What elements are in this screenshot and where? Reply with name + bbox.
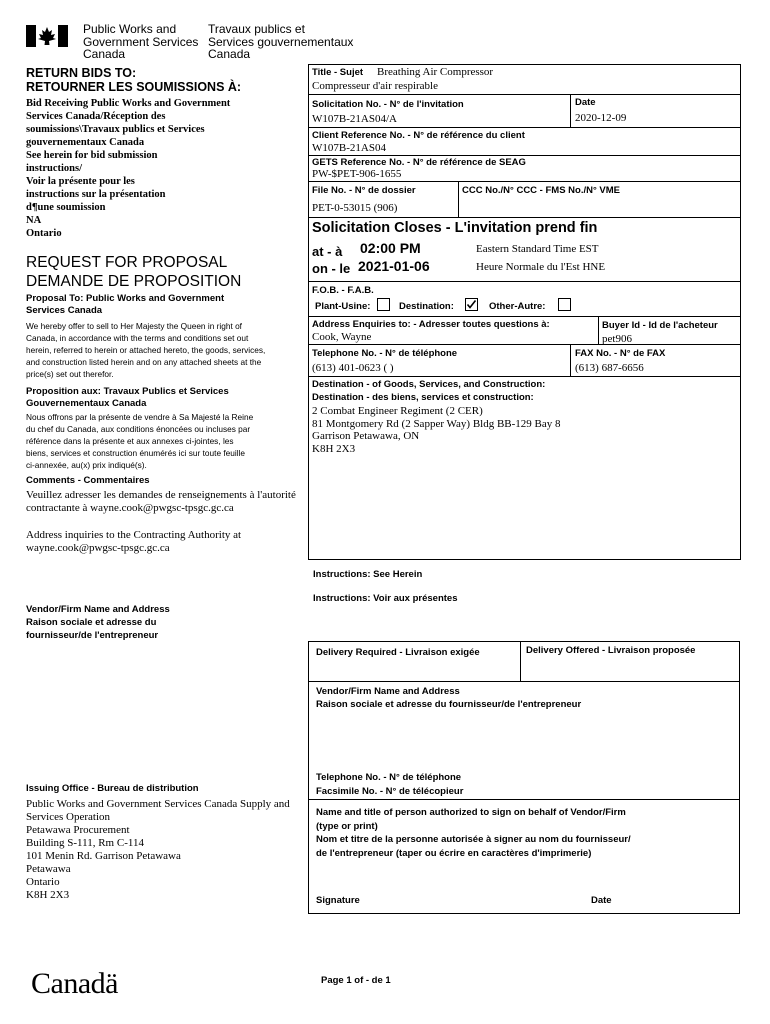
- issuing-line: Public Works and Government Services Canada Supply and: [26, 798, 290, 810]
- vendor-left-line: Vendor/Firm Name and Address: [26, 604, 170, 615]
- fob-destination-checkbox[interactable]: [465, 298, 478, 311]
- proposal-to-label: Proposal To: Public Works and Government Services Canada: [26, 293, 225, 316]
- client-ref-label: Client Reference No. - N° de référence du client: [312, 130, 525, 141]
- canada-wordmark: Canadä: [31, 967, 118, 1000]
- comments-label: Comments - Commentaires: [26, 475, 150, 486]
- return-bids-line: See herein for bid submission: [26, 150, 158, 161]
- gets-ref-label: GETS Reference No. - N° de référence de SEAG: [312, 157, 526, 168]
- fob-label: F.O.B. - F.A.B.: [312, 285, 374, 296]
- row-divider: [308, 681, 740, 682]
- date-label: Date: [575, 97, 596, 108]
- fob-plant-label: Plant-Usine:: [315, 301, 371, 312]
- telephone-value[interactable]: (613) 401-0623 ( ): [312, 362, 394, 374]
- row-divider: [308, 181, 741, 182]
- instructions-fr: Instructions: Voir aux présentes: [313, 593, 458, 604]
- rfp-title-fr: DEMANDE DE PROPOSITION: [26, 273, 242, 290]
- solicitation-label: Solicitation No. - N° de l'invitation: [312, 99, 464, 110]
- col-divider: [520, 641, 521, 681]
- destination-line: 81 Montgomery Rd (2 Sapper Way) Bldg BB-129 Bay 8: [312, 417, 561, 430]
- authorized-line: Nom et titre de la personne autorisée à signer au nom du fournisseur/: [316, 834, 631, 845]
- dept-fr-line: Services gouvernementaux: [208, 34, 354, 49]
- authorized-line: de l'entrepreneur (taper ou écrire en caractères d'imprimerie): [316, 847, 592, 859]
- vendor-left-label: [26, 603, 170, 642]
- return-bids-line: d¶une soumission: [26, 202, 106, 213]
- title-label: Title - Sujet: [312, 67, 364, 78]
- signature-field[interactable]: Signature: [316, 895, 360, 906]
- return-bids-line: instructions sur la présentation: [26, 189, 166, 200]
- issuing-line: 101 Menin Rd. Garrison Petawawa: [26, 850, 181, 862]
- proposal-to-text: We hereby offer to sell to Her Majesty the Queen in right of Canada, in accordance with the terms and conditions set out herein, referred to herein or attached hereto, the goods, services, and construction listed herein and on any attached sheets at the price(s) set out therefor.: [26, 321, 266, 379]
- department-name-en: [83, 23, 198, 61]
- closes-date[interactable]: 2021-01-06: [358, 258, 430, 274]
- return-bids-title-en: RETURN BIDS TO:: [26, 66, 137, 80]
- col-divider: [598, 316, 599, 344]
- authorized-line: Name and title of person authorized to sign on behalf of Vendor/Firm: [316, 807, 626, 818]
- return-bids-line: gouvernementaux Canada: [26, 137, 145, 148]
- signature-date-field[interactable]: Date: [591, 895, 612, 906]
- return-bids-line: Bid Receiving Public Works and Government: [26, 98, 231, 109]
- checkmark-icon: [466, 299, 477, 310]
- return-bids-line: soumissions\Travaux publics et Services: [26, 124, 205, 135]
- vendor-address-label: Raison sociale et adresse du fournisseur/de l'entrepreneur: [316, 699, 582, 710]
- issuing-office-label: Issuing Office - Bureau de distribution: [26, 783, 199, 794]
- address-enquiries-label: Address Enquiries to: - Adresser toutes questions à:: [312, 319, 550, 330]
- return-bids-line: Services Canada/Réception des: [26, 111, 166, 122]
- destination-line: K8H 2X3: [312, 442, 356, 455]
- closes-on-label: on - le: [312, 261, 351, 276]
- dept-en-line: Government Services: [83, 34, 199, 49]
- page-number: Page 1 of - de 1: [321, 975, 391, 986]
- closes-tz-en: Eastern Standard Time EST: [476, 243, 599, 255]
- fob-other-label: Other-Autre:: [489, 301, 546, 312]
- date-value[interactable]: 2020-12-09: [575, 112, 627, 124]
- closes-title: Solicitation Closes - L'invitation prend fin: [312, 220, 598, 236]
- closes-tz-fr: Heure Normale du l'Est HNE: [476, 261, 606, 273]
- return-bids-title: [26, 66, 241, 94]
- ccc-label: CCC No./N° CCC - FMS No./N° VME: [462, 185, 621, 196]
- return-bids-line: Ontario: [26, 228, 62, 239]
- dept-fr-line: Canada: [208, 47, 251, 61]
- authorized-signer-label: [316, 806, 631, 860]
- fob-destination-label: Destination:: [399, 301, 454, 312]
- col-divider: [570, 344, 571, 376]
- return-bids-address: [26, 97, 230, 240]
- solicitation-value[interactable]: W107B-21AS04/A: [312, 113, 397, 125]
- return-bids-title-fr: RETOURNER LES SOUMISSIONS À:: [26, 80, 242, 94]
- issuing-office-address: [26, 798, 290, 902]
- department-name-fr: [208, 23, 353, 61]
- vendor-name-label: Vendor/Firm Name and Address: [316, 686, 460, 697]
- destination-label-fr: Destination - des biens, services et construction:: [312, 392, 534, 403]
- fob-plant-checkbox[interactable]: [377, 298, 390, 311]
- issuing-line: Petawawa Procurement: [26, 824, 130, 836]
- telephone-label: Telephone No. - N° de téléphone: [312, 348, 458, 359]
- client-ref-value[interactable]: W107B-21AS04: [312, 142, 386, 154]
- gets-ref-value[interactable]: PW-$PET-906-1655: [312, 168, 402, 180]
- dept-en-line: Canada: [83, 47, 126, 61]
- comments-line2: Address inquiries to the Contracting Authority at wayne.cook@pwgsc-tpsgc.gc.ca: [26, 529, 242, 554]
- row-divider: [308, 344, 741, 345]
- row-divider: [308, 316, 741, 317]
- file-no-label: File No. - N° de dossier: [312, 185, 416, 196]
- destination-line: 2 Combat Engineer Regiment (2 CER): [312, 405, 483, 417]
- return-bids-line: Voir la présente pour les: [26, 176, 135, 187]
- address-enquiries-value[interactable]: Cook, Wayne: [312, 331, 372, 343]
- issuing-line: Services Operation: [26, 811, 110, 823]
- vendor-facsimile-label: Facsimile No. - N° de télécopieur: [316, 786, 464, 797]
- vendor-left-line: fournisseur/de l'entrepreneur: [26, 630, 159, 641]
- destination-label-en: Destination - of Goods, Services, and Construction:: [312, 379, 546, 390]
- col-divider: [458, 181, 459, 217]
- closes-time[interactable]: 02:00 PM: [360, 240, 421, 256]
- canada-flag-symbol: [26, 25, 68, 47]
- title-value-fr: Compresseur d'air respirable: [312, 80, 438, 92]
- title-value-en: Breathing Air Compressor: [377, 66, 494, 78]
- file-no-value[interactable]: PET-0-53015 (906): [312, 202, 398, 214]
- rfp-title: [26, 253, 241, 291]
- destination-address: [312, 405, 561, 455]
- buyer-id-label: Buyer Id - Id de l'acheteur: [602, 320, 718, 331]
- row-divider: [308, 127, 741, 128]
- row-divider: [308, 376, 741, 377]
- issuing-line: Petawawa: [26, 863, 71, 875]
- authorized-line: (type or print): [316, 820, 378, 832]
- vendor-telephone-label: Telephone No. - N° de téléphone: [316, 772, 462, 783]
- col-divider: [570, 94, 571, 127]
- issuing-line: Ontario: [26, 876, 60, 888]
- row-divider: [308, 281, 741, 282]
- delivery-required-field[interactable]: Delivery Required - Livraison exigée: [316, 647, 480, 658]
- delivery-offered-field[interactable]: Delivery Offered - Livraison proposée: [526, 645, 696, 656]
- fob-other-checkbox[interactable]: [558, 298, 571, 311]
- issuing-line: K8H 2X3: [26, 889, 70, 901]
- issuing-line: Building S-111, Rm C-114: [26, 837, 144, 849]
- fax-value[interactable]: (613) 687-6656: [575, 362, 644, 374]
- comments-line1: Veuillez adresser les demandes de renseignements à l'autorité contractante à wayne.cook@pwgsc-tpsgc.gc.ca: [26, 489, 296, 514]
- proposition-label: Proposition aux: Travaux Publics et Services Gouvernementaux Canada: [26, 386, 229, 409]
- row-divider: [308, 155, 741, 156]
- fax-label: FAX No. - N° de FAX: [575, 348, 666, 359]
- rfp-title-en: REQUEST FOR PROPOSAL: [26, 254, 228, 271]
- return-bids-line: NA: [26, 215, 42, 226]
- proposition-text: Nous offrons par la présente de vendre à Sa Majesté la Reine du chef du Canada, aux conditions énoncées ou incluses par référence dans la présente et aux annexes ci-jointes, les biens, services et construction énumérés ici sur toute feuille ci-annexée, au(x) prix indiqué(s).: [26, 412, 254, 470]
- closes-at-label: at - à: [312, 244, 343, 259]
- destination-line: Garrison Petawawa, ON: [312, 430, 420, 442]
- dept-en-line: Public Works and: [83, 22, 177, 36]
- vendor-left-line: Raison sociale et adresse du: [26, 617, 157, 628]
- buyer-id-value[interactable]: pet906: [602, 333, 632, 345]
- dept-fr-line: Travaux publics et: [208, 22, 305, 36]
- instructions-en: Instructions: See Herein: [313, 569, 423, 580]
- row-divider: [308, 217, 741, 218]
- row-divider: [308, 94, 741, 95]
- row-divider: [308, 799, 740, 800]
- return-bids-line: instructions/: [26, 163, 83, 174]
